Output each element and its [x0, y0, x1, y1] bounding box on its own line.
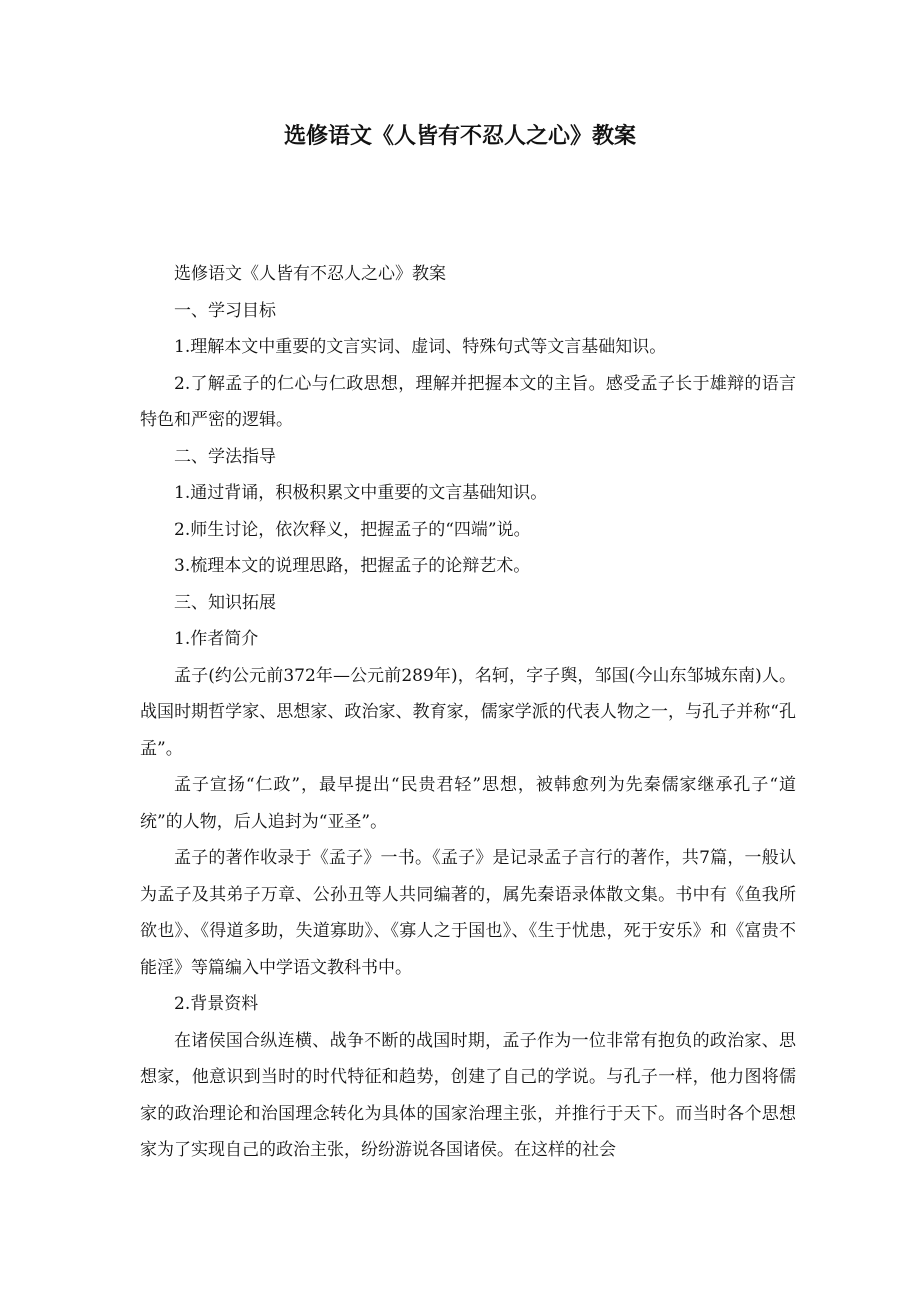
subheading-background: 2.背景资料: [174, 994, 259, 1014]
document-title: 选修语文《人皆有不忍人之心》教案: [283, 123, 636, 149]
paragraph-author-bio: 孟子(约公元前372年—公元前289年)，名轲，字子舆，邹国(今山东邹城东南)人。战国时期哲学家、思想家、政治家、教育家，儒家学派的代表人物之一，与孔子并称“孔孟”。: [140, 665, 796, 759]
paragraph-background: 在诸侯国合纵连横、战争不断的战国时期，孟子作为一位非常有抱负的政治家、思想家，他意识到当时的时代特征和趋势，创建了自己的学说。与孔子一样，他力图将儒家的政治理论和治国理念转化为具体的国家治理主张，并推行于天下。而当时各个思想家为了实现自己的政治主张，纷纷游说各国诸侯。在这样的社会: [140, 1030, 796, 1160]
subheading-author-intro: 1.作者简介: [174, 629, 259, 649]
paragraph-method-3: 3.梳理本文的说理思路，把握孟子的论辩艺术。: [174, 556, 531, 576]
paragraph-goal-2: 2.了解孟子的仁心与仁政思想，理解并把握本文的主旨。感受孟子长于雄辩的语言特色和严密的逻辑。: [140, 373, 796, 430]
section-heading-study-methods: 二、学法指导: [174, 446, 276, 467]
paragraph-method-2: 2.师生讨论，依次释义，把握孟子的“四端”说。: [174, 519, 531, 540]
paragraph-method-1: 1.通过背诵，积极积累文中重要的文言基础知识。: [174, 483, 548, 503]
paragraph-author-thought: 孟子宣扬“仁政”，最早提出“民贵君轻”思想，被韩愈列为先秦儒家继承孔子“道统”的人物，后人追封为“亚圣”。: [140, 775, 796, 832]
section-heading-learning-goals: 一、学习目标: [174, 300, 276, 321]
paragraph-author-works: 孟子的著作收录于《孟子》一书。《孟子》是记录孟子言行的著作，共7篇，一般认为孟子及其弟子万章、公孙丑等人共同编著的，属先秦语录体散文集。书中有《鱼我所欲也》、《得道多助，失道寡助》、《寡人之于国也》、《生于忧患，死于安乐》和《富贵不能淫》等篇编入中学语文教科书中。: [140, 848, 796, 978]
document-body: [140, 256, 796, 1169]
paragraph-goal-1: 1.理解本文中重要的文言实词、虚词、特殊句式等文言基础知识。: [174, 337, 667, 357]
section-heading-knowledge-extension: 三、知识拓展: [174, 592, 276, 613]
paragraph-doc-heading: 选修语文《人皆有不忍人之心》教案: [174, 264, 446, 284]
